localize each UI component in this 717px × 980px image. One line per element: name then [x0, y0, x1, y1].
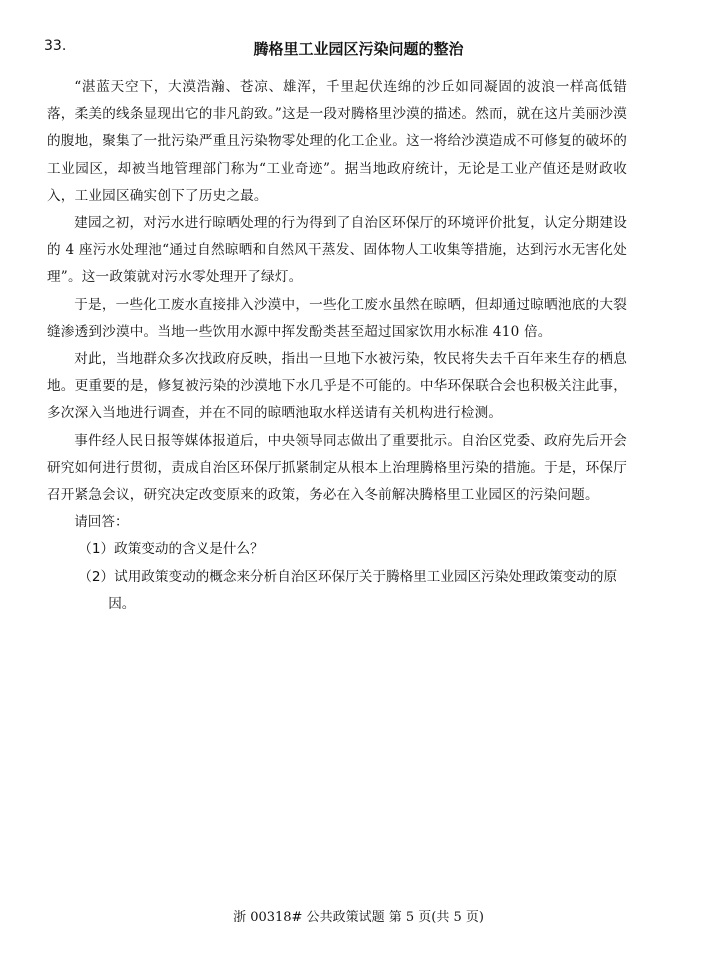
paragraph-1: “湛蓝天空下，大漠浩瀚、苍凉、雄浑，千里起伏连绵的沙丘如同凝固的波浪一样高低错落，柔美的线条显现出它的非凡韵致。”这是一段对腾格里沙漠的描述。然而，就在这片美丽沙漠的腹地，聚集了一批污染严重且污染物零处理的化工企业。这一将给沙漠造成不可修复的破坏的工业园区，却被当地管理部门称为“工业奇迹”。据当地政府统计，无论是工业产值还是财政收入，工业园区确实创下了历史之最。 — [47, 79, 627, 204]
sub-question-2: （2）试用政策变动的概念来分析自治区环保厅关于腾格里工业园区污染处理政策变动的原因。 — [78, 568, 618, 612]
question-title: 腾格里工业园区污染问题的整治 — [253, 40, 464, 58]
paragraph-3: 于是，一些化工废水直接排入沙漠中，一些化工废水虽然在晾晒，但却通过晾晒池底的大裂缝渗透到沙漠中。当地一些饮用水源中挥发酚类甚至超过国家饮用水标准 410 倍。 — [47, 296, 627, 340]
page-footer: 浙 00318# 公共政策试题 第 5 页(共 5 页) — [233, 910, 484, 925]
answer-prompt: 请回答： — [74, 514, 129, 531]
question-body — [47, 74, 627, 618]
paragraph-4: 对此，当地群众多次找政府反映，指出一旦地下水被污染，牧民将失去千百年来生存的栖息地。更重要的是，修复被污染的沙漠地下水几乎是不可能的。中华环保联合会也积极关注此事，多次深入当地进行调查，并在不同的晾晒池取水样送请有关机构进行检测。 — [47, 351, 627, 422]
question-number: 33. — [44, 38, 67, 54]
sub-question-1: （1）政策变动的含义是什么？ — [78, 541, 264, 558]
page-header — [0, 38, 717, 62]
paragraph-5: 事件经人民日报等媒体报道后，中央领导同志做出了重要批示。自治区党委、政府先后开会研究如何进行贯彻，责成自治区环保厅抓紧制定从根本上治理腾格里污染的措施。于是，环保厅召开紧急会议，研究决定改变原来的政策，务必在入冬前解决腾格里工业园区的污染问题。 — [47, 432, 627, 504]
paragraph-2: 建园之初，对污水进行晾晒处理的行为得到了自治区环保厅的环境评价批复，认定分期建设的 4 座污水处理池“通过自然晾晒和自然风干蒸发、固体物人工收集等措施，达到污水无害化处理”。这一政策就对污水零处理开了绿灯。 — [47, 215, 627, 286]
